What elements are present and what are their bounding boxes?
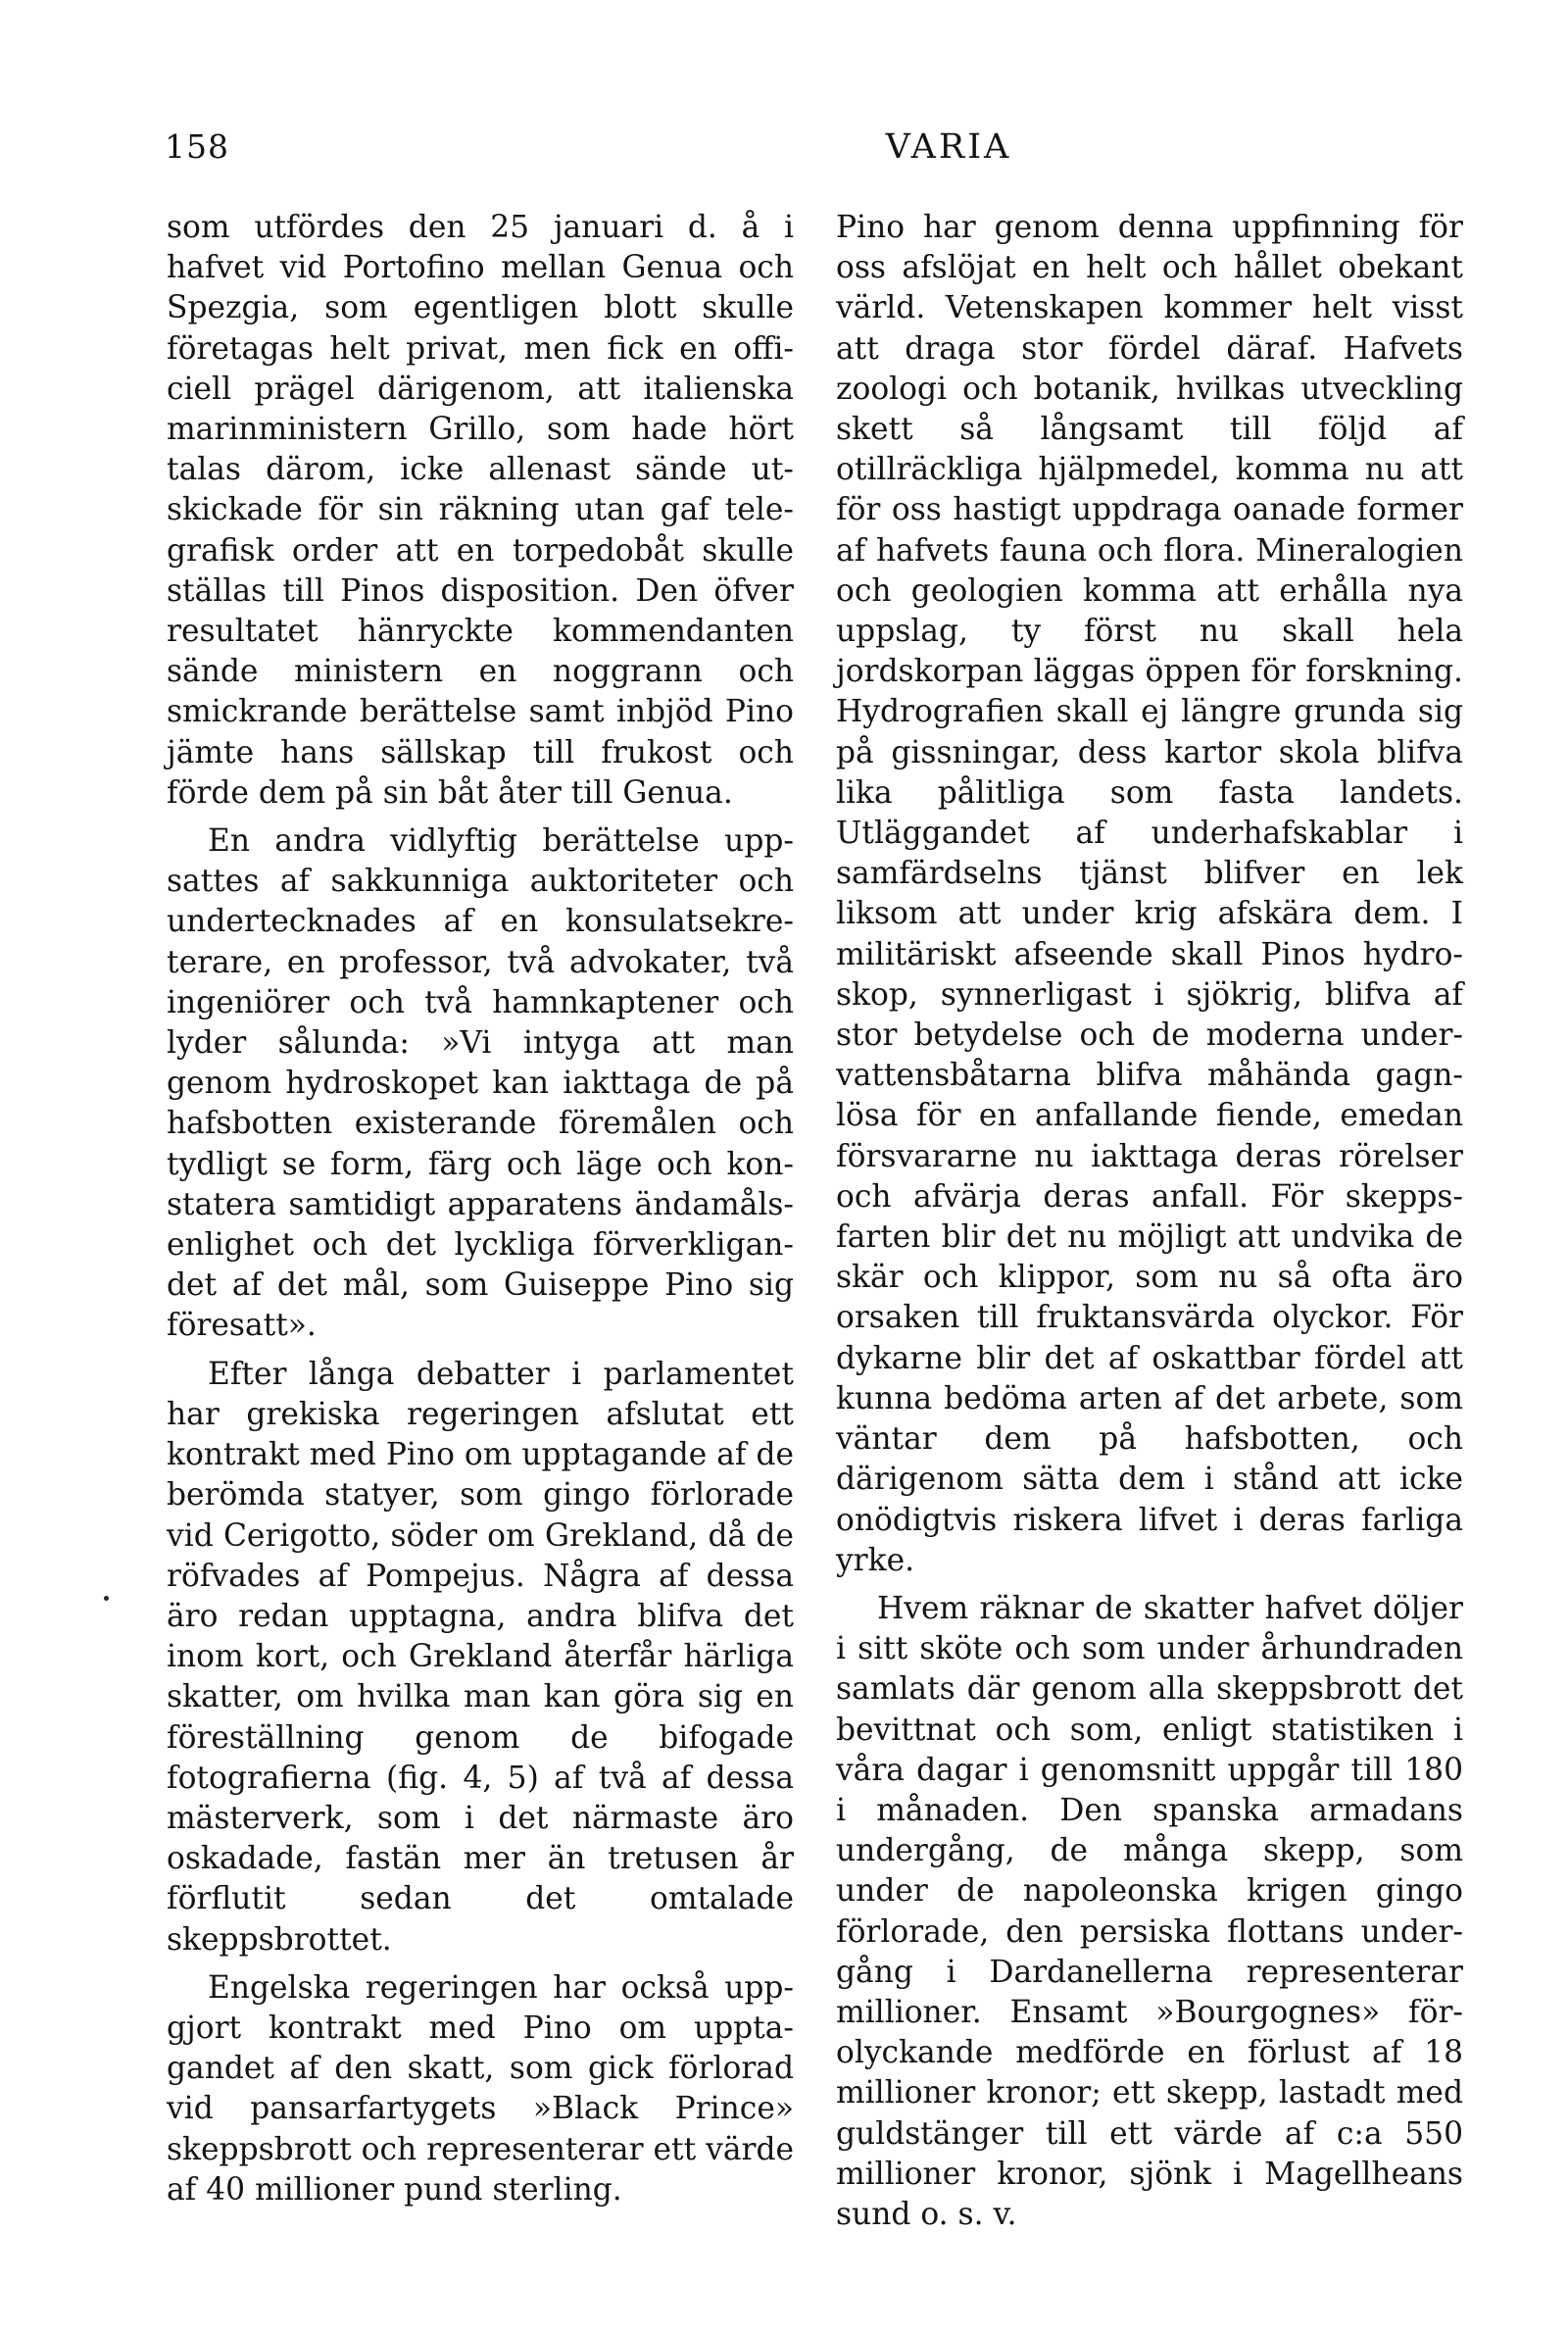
paragraph: som utfördes den 25 januari d. å i hafvet vid Portofino mellan Genua och Spezgia, som egentligen blott skulle företagas helt privat, men fick en officiell prägel därigenom, att italienska marinministern Grillo, som hade hört talas därom, icke allenast sände utskickade för sin räkning utan gaf telegrafisk order att en torpedobåt skulle ställas till Pinos disposition. Den öfver resultatet hänryckte kommendanten sände ministern en noggrann och smickrande berättelse samt inbjöd Pino jämte hans sällskap till frukost och förde dem på sin båt åter till Genua.: [167, 210, 794, 811]
page-header: [165, 127, 1427, 176]
page-number: 158: [165, 127, 229, 166]
running-head: VARIA: [885, 127, 1012, 167]
paragraph: Engelska regeringen har också uppgjort kontrakt med Pino om upptagandet af den skatt, som gick förlorad vid pansarfartygets »Black Prince» skeppsbrott och representerar ett värde af 40 millioner pund sterling.: [167, 1969, 794, 2208]
print-speck: [104, 1596, 109, 1601]
paragraph: En andra vidlyftig berättelse uppsattes af sakkunniga auktoriteter och undertecknades af en konsulatsekreterare, en professor, två advokater, två ingeniörer och två hamnkaptener och lyder sålunda: »Vi intyga att man genom hydroskopet kan iakttaga de på hafsbotten existerande föremålen och tydligt se form, färg och läge och konstatera samtidigt apparatens ändamålsenlighet och det lyckliga förverkligandet af det mål, som Guiseppe Pino sig föresatt».: [167, 823, 794, 1344]
paragraph: Efter långa debatter i parlamentet har grekiska regeringen afslutat ett kontrakt med Pino om upptagande af de berömda statyer, som gingo förlorade vid Cerigotto, söder om Grekland, då de röfvades af Pompejus. Några af dessa äro redan upptagna, andra blifva det inom kort, och Grekland återfår härliga skatter, om hvilka man kan göra sig en föreställning genom de bifogade fotografierna (fig. 4, 5) af två af dessa mästerverk, som i det närmaste äro oskadade, fastän mer än tretusen år förflutit sedan det omtalade skeppsbrottet.: [167, 1356, 794, 1958]
left-column: [167, 208, 794, 2210]
right-column: [836, 208, 1463, 2235]
paragraph: Hvem räknar de skatter hafvet döljer i sitt sköte och som under århundraden samlats där genom alla skeppsbrott det bevittnat och som, enligt statistiken i våra dagar i genomsnitt uppgår till 180 i månaden. Den spanska armadans undergång, de många skepp, som under de napoleonska krigen gingo förlorade, den persiska flottans undergång i Dardanellerna representerar millioner. Ensamt »Bourgognes» förolyckande medförde en förlust af 18 millioner kronor; ett skepp, lastadt med guldstänger till ett värde af c:a 550 millioner kronor, sjönk i Magellheans sund o. s. v.: [836, 1590, 1463, 2232]
paragraph: Pino har genom denna uppfinning för oss afslöjat en helt och hållet obekant värld. Vetenskapen kommer helt visst att draga stor fördel däraf. Hafvets zoologi och botanik, hvilkas utveckling skett så långsamt till följd af otillräckliga hjälpmedel, komma nu att för oss hastigt uppdraga oanade former af hafvets fauna och flora. Mineralogien och geologien komma att erhålla nya uppslag, ty först nu skall hela jordskorpan läggas öppen för forskning. Hydrografien skall ej längre grunda sig på gissningar, dess kartor skola blifva lika pålitliga som fasta landets. Utläggandet af underhafskablar i samfärdselns tjänst blifver en lek liksom att under krig afskära dem. I militäriskt afseende skall Pinos hydroskop, synnerligast i sjökrig, blifva af stor betydelse och de moderna undervattensbåtarna blifva måhända gagnlösa för en anfallande fiende, emedan försvararne nu iakttaga deras rörelser och afvärja deras anfall. För skeppsfarten blir det nu möjligt att undvika de skär och klippor, som nu så ofta äro orsaken till fruktansvärda olyckor. För dykarne blir det af oskattbar fördel att kunna bedöma arten af det arbete, som väntar dem på hafsbotten, och därigenom sätta dem i stånd att icke onödigtvis riskera lifvet i deras farliga yrke.: [836, 210, 1463, 1578]
